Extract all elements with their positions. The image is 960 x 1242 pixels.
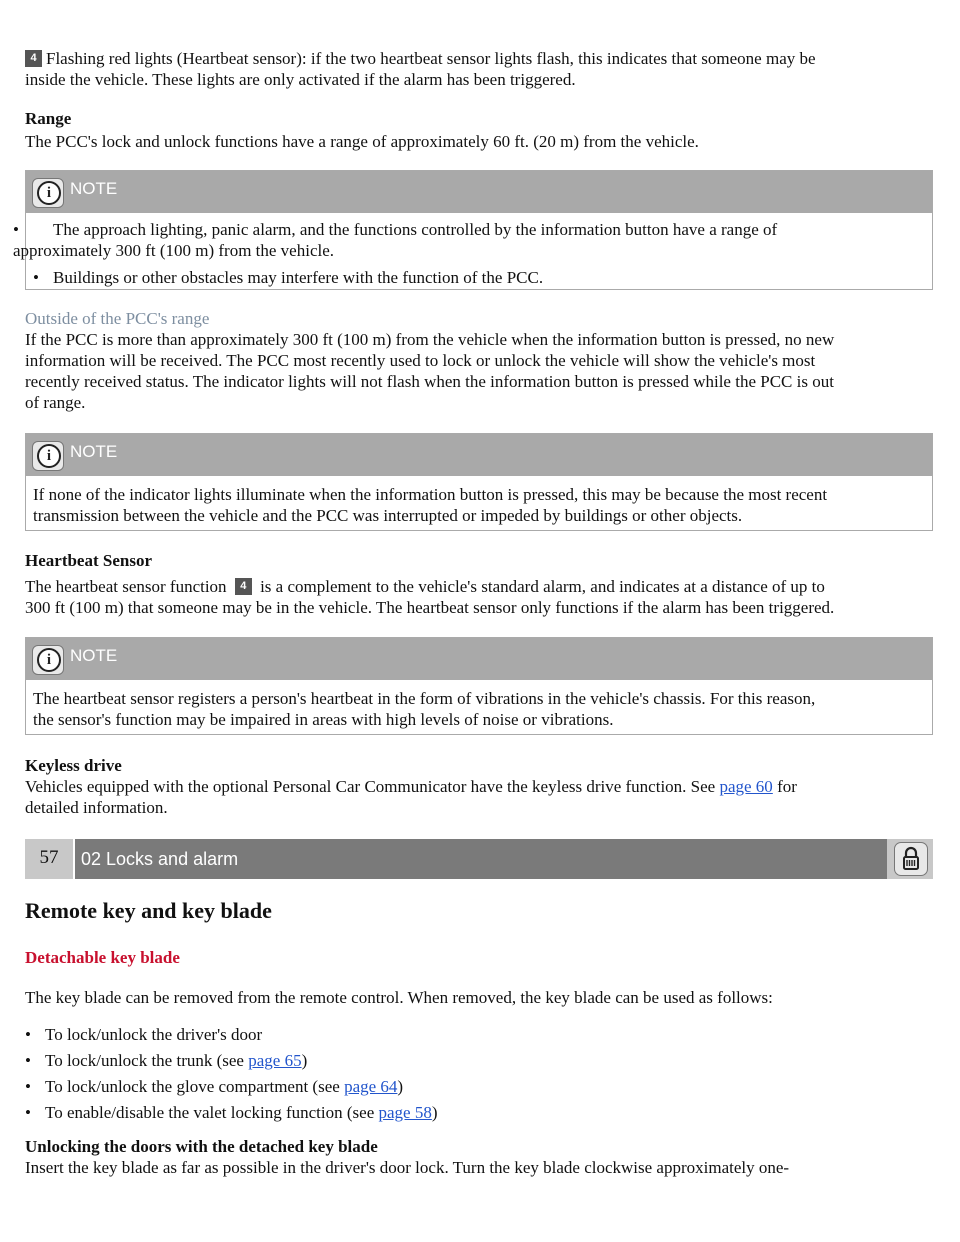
range-heading: Range bbox=[25, 109, 72, 128]
callout-number-icon: 4 bbox=[25, 50, 42, 67]
intro-text-line1: Flashing red lights (Heartbeat sensor): if the two heartbeat sensor lights flash, this indicates that someone may be bbox=[46, 49, 816, 68]
heartbeat-section: Heartbeat Sensor The heartbeat sensor function 4 is a complement to the vehicle's standard alarm, and indicates at a distance of up to 300 ft (100 m) that someone may be in the vehicle. The heartbeat sensor only functions if the alarm has been triggered. bbox=[25, 550, 937, 618]
bullet-icon: • bbox=[13, 220, 19, 239]
bullet-icon: • bbox=[25, 1025, 31, 1044]
section-header-bar bbox=[25, 839, 933, 879]
key-blade-uses-list bbox=[25, 1022, 937, 1126]
detachable-key-heading: Detachable key blade bbox=[25, 948, 180, 967]
key-blade-intro: The key blade can be removed from the remote control. When removed, the key blade can be used as follows: bbox=[25, 988, 773, 1007]
lock-chapter-icon bbox=[887, 839, 933, 879]
remote-key-section bbox=[25, 900, 937, 1178]
note-label: NOTE bbox=[70, 442, 118, 461]
note-header bbox=[26, 434, 932, 476]
bullet-icon: • bbox=[25, 1051, 31, 1070]
unlocking-heading: Unlocking the doors with the detached key blade bbox=[25, 1137, 378, 1156]
intro-text-line2: inside the vehicle. These lights are only activated if the alarm has been triggered. bbox=[25, 70, 576, 89]
keyless-section: Keyless drive Vehicles equipped with the optional Personal Car Communicator have the keyless drive function. See page 60 for detailed information. bbox=[25, 755, 937, 818]
section-title: Remote key and key blade bbox=[25, 898, 272, 923]
bullet-icon: • bbox=[25, 1103, 31, 1122]
note-list-item: • Buildings or other obstacles may interfere with the function of the PCC. bbox=[33, 268, 544, 287]
note-box-3: i NOTE The heartbeat sensor registers a person's heartbeat in the form of vibrations in the vehicle's chassis. For this reason, the sensor's function may be impaired in areas with high levels of noise or vibrations. bbox=[25, 637, 933, 735]
page-65-link[interactable]: page 65 bbox=[248, 1051, 302, 1070]
note-list-item: • The approach lighting, panic alarm, and the functions controlled by the information button have a range of approximately 300 ft (100 m) from the vehicle. bbox=[13, 220, 778, 260]
chapter-title: 02 Locks and alarm bbox=[75, 839, 891, 879]
unlocking-text: Insert the key blade as far as possible in the driver's door lock. Turn the key blade clockwise approximately one- bbox=[25, 1158, 790, 1177]
note-box-1 bbox=[13, 170, 933, 290]
heartbeat-heading: Heartbeat Sensor bbox=[25, 551, 153, 570]
info-icon: i bbox=[32, 178, 64, 208]
keyless-heading: Keyless drive bbox=[25, 756, 122, 775]
note-header bbox=[26, 638, 932, 680]
note-box-2: i NOTE If none of the indicator lights illuminate when the information button is pressed, this may be because the most recent transmission between the vehicle and the PCC was interrupted or impeded by buildings or other objects. bbox=[25, 433, 933, 531]
note-label: NOTE bbox=[70, 646, 118, 665]
callout-number-icon: 4 bbox=[235, 578, 252, 595]
outside-range-heading: Outside of the PCC's range bbox=[25, 309, 210, 328]
info-icon: i bbox=[32, 441, 64, 471]
page-58-link[interactable]: page 58 bbox=[378, 1103, 432, 1122]
list-item: • To lock/unlock the driver's door bbox=[25, 1022, 937, 1048]
note-header bbox=[26, 171, 932, 213]
list-item: • To lock/unlock the glove compartment (see page 64) bbox=[25, 1074, 937, 1100]
note-label: NOTE bbox=[70, 179, 118, 198]
page-64-link[interactable]: page 64 bbox=[344, 1077, 398, 1096]
intro-paragraph bbox=[25, 48, 935, 90]
bullet-icon: • bbox=[33, 268, 39, 287]
list-item: • To enable/disable the valet locking function (see page 58) bbox=[25, 1100, 937, 1126]
page-60-link[interactable]: page 60 bbox=[719, 777, 773, 796]
info-icon: i bbox=[32, 645, 64, 675]
range-section bbox=[25, 108, 935, 152]
range-text: The PCC's lock and unlock functions have a range of approximately 60 ft. (20 m) from the vehicle. bbox=[25, 132, 699, 151]
bullet-icon: • bbox=[25, 1077, 31, 1096]
list-item: • To lock/unlock the trunk (see page 65) bbox=[25, 1048, 937, 1074]
outside-range-section: Outside of the PCC's range If the PCC is more than approximately 300 ft (100 m) from the vehicle when the information button is pressed, no new information will be received. The PCC most recently used to lock or unlock the vehicle will show the vehicle's most recently received status. The indicator lights will not flash when the information button is pressed while the PCC is out of range. bbox=[25, 308, 937, 413]
page-number: 57 bbox=[25, 839, 73, 879]
